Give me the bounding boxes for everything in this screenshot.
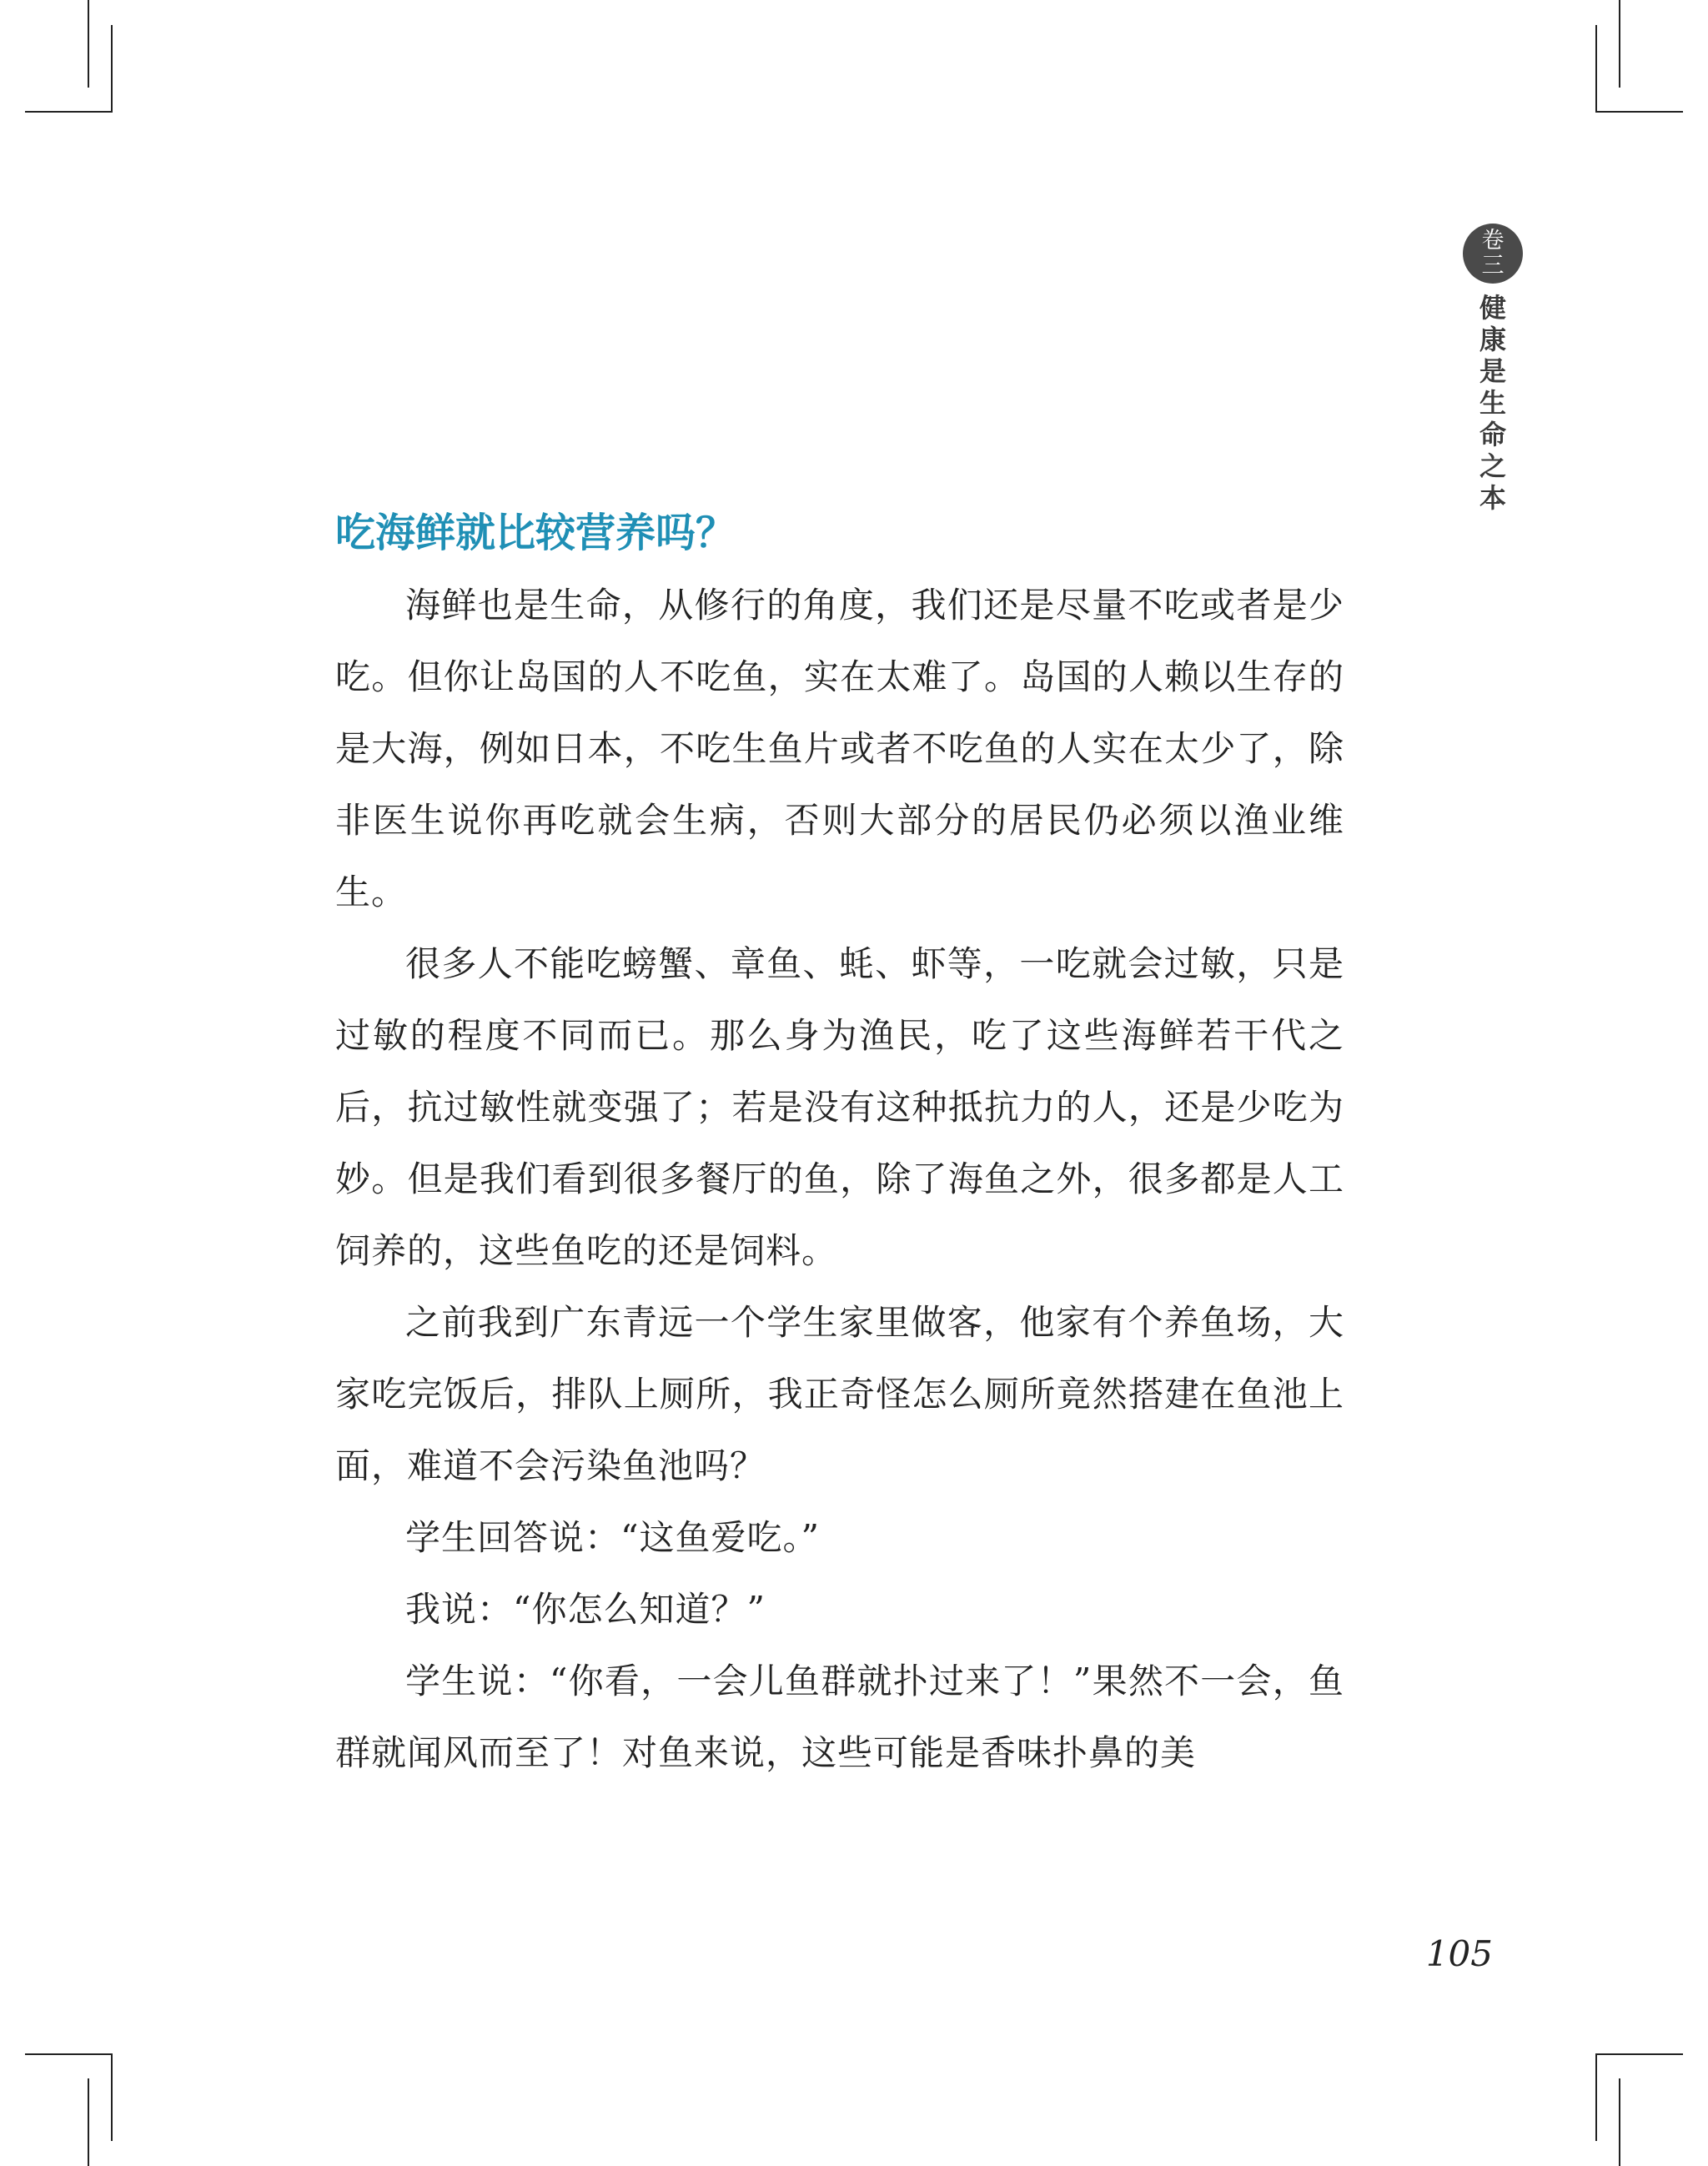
section-heading: 吃海鲜就比较营养吗？ — [335, 510, 736, 556]
crop-mark-bottom-right-v2 — [1595, 2053, 1597, 2141]
paragraph: 学生回答说：“这鱼爱吃。” — [405, 1517, 820, 1558]
crop-mark-bottom-left-v2 — [111, 2053, 113, 2141]
volume-badge-bottom: 三 — [1481, 253, 1505, 279]
volume-badge-top: 卷 — [1481, 228, 1505, 254]
paragraph: 海鲜也是生命，从修行的角度，我们还是尽量不吃或者是少吃。但你让岛国的人不吃鱼，实在太难了。岛国的人赖以生存的是大海，例如日本，不吃生鱼片或者不吃鱼的人实在太少了，除非医生说你再吃就会生病，否则大部分的居民仍必须以渔业维生。 — [335, 585, 1344, 912]
chapter-title-char: 生 — [1479, 387, 1506, 419]
paragraph: 很多人不能吃螃蟹、章鱼、蚝、虾等，一吃就会过敏，只是过敏的程度不同而已。那么身为渔民，吃了这些海鲜若干代之后，抗过敏性就变强了；若是没有这种抵抗力的人，还是少吃为妙。但是我们看到很多餐厅的鱼，除了海鱼之外，很多都是人工饲养的，这些鱼吃的还是饲料。 — [335, 943, 1344, 1271]
crop-mark-top-right-v — [1619, 0, 1620, 88]
crop-mark-bottom-left-h — [25, 2053, 113, 2055]
crop-mark-top-left-h — [25, 111, 113, 113]
chapter-title-char: 本 — [1479, 482, 1506, 514]
article-body — [335, 496, 1344, 1789]
chapter-title-char: 康 — [1479, 324, 1506, 355]
chapter-title-char: 是 — [1479, 355, 1506, 387]
crop-mark-bottom-right-h — [1595, 2053, 1683, 2055]
chapter-title-char: 命 — [1479, 419, 1506, 450]
chapter-title-char: 健 — [1479, 292, 1506, 324]
page-number: 105 — [1425, 1933, 1493, 1974]
paragraph: 之前我到广东青远一个学生家里做客，他家有个养鱼场，大家吃完饭后，排队上厕所，我正奇怪怎么厕所竟然搭建在鱼池上面，难道不会污染鱼池吗？ — [335, 1302, 1344, 1486]
volume-badge — [1463, 224, 1523, 284]
chapter-title-vertical — [1461, 292, 1525, 514]
crop-mark-bottom-left-v — [88, 2078, 89, 2166]
paragraph: 我说：“你怎么知道？” — [405, 1589, 766, 1630]
crop-mark-top-left-v — [88, 0, 89, 88]
paragraph: 学生说：“你看，一会儿鱼群就扑过来了！”果然不一会，鱼群就闻风而至了！对鱼来说，这些可能是香味扑鼻的美 — [335, 1661, 1344, 1773]
crop-mark-top-right-v2 — [1595, 25, 1597, 113]
crop-mark-top-right-h — [1595, 111, 1683, 113]
crop-mark-top-left-v2 — [111, 25, 113, 113]
chapter-title-char: 之 — [1479, 450, 1506, 482]
chapter-side-tab — [1461, 224, 1525, 514]
crop-mark-bottom-right-v — [1619, 2078, 1620, 2166]
